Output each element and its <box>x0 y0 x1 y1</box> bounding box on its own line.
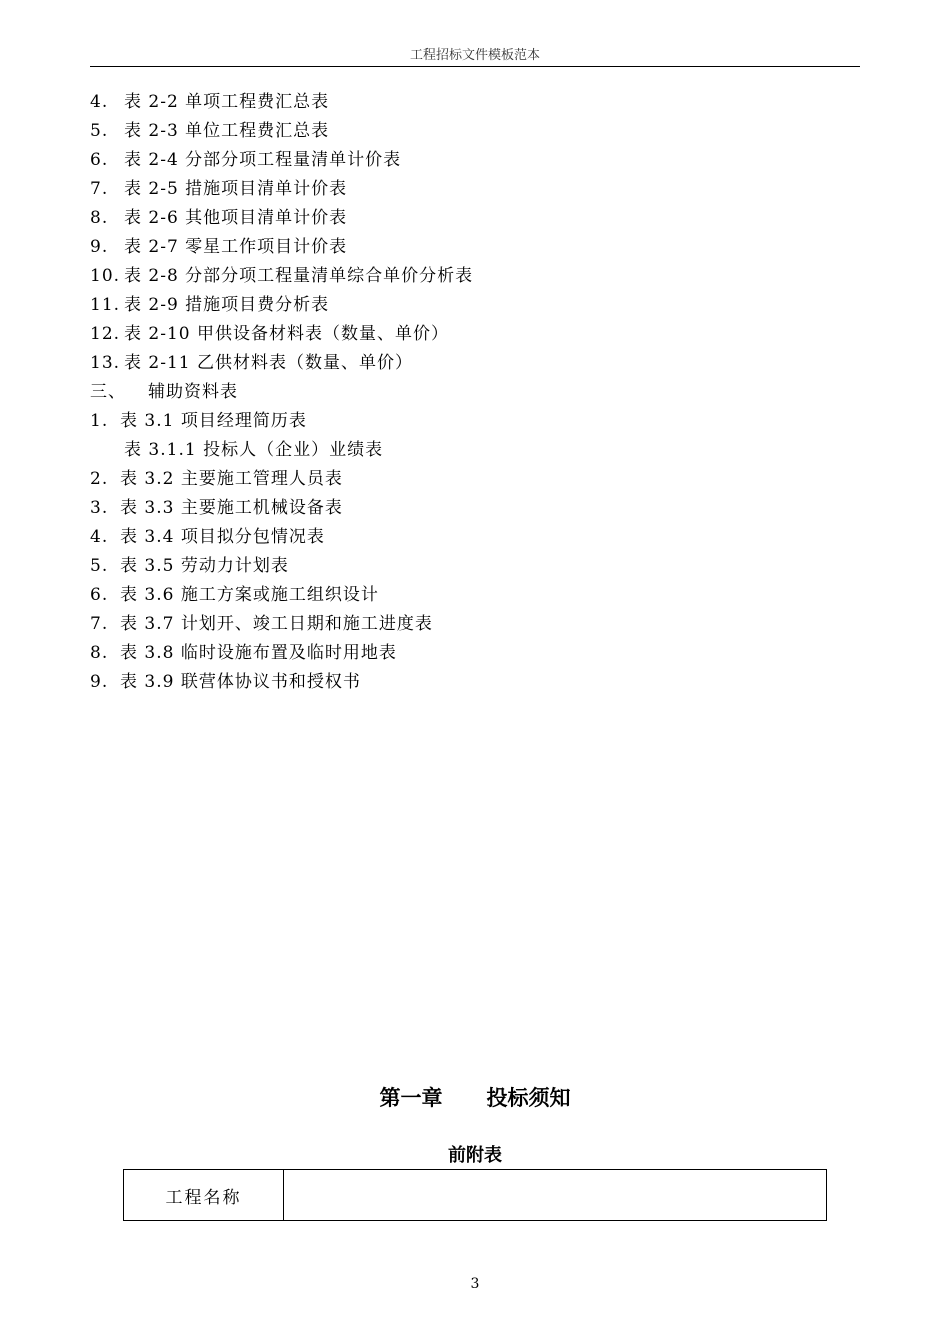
toc-item <box>90 494 810 523</box>
table-cell-label: 工程名称 <box>124 1170 284 1221</box>
toc-item <box>90 233 810 262</box>
table-row <box>124 1170 827 1221</box>
toc-item <box>90 262 810 291</box>
toc-item-number: 13. <box>90 353 121 373</box>
toc-item <box>90 610 810 639</box>
table-cell-value <box>284 1170 827 1221</box>
toc-item-number: 9. <box>90 672 109 692</box>
toc-item <box>90 581 810 610</box>
toc-item-number: 5. <box>90 556 109 576</box>
toc-item <box>90 465 810 494</box>
toc-item <box>90 552 810 581</box>
toc-item-number: 3. <box>90 498 109 518</box>
toc-item <box>90 407 810 436</box>
toc-item-text: 表 2-9 措施项目费分析表 <box>124 295 330 315</box>
toc-item-text: 表 2-6 其他项目清单计价表 <box>124 208 348 228</box>
toc-item <box>90 639 810 668</box>
toc-item-number: 6. <box>90 150 109 170</box>
toc-item <box>90 523 810 552</box>
toc-item-text: 表 2-7 零星工作项目计价表 <box>124 237 348 257</box>
toc-item <box>90 88 810 117</box>
toc-item-text: 表 2-2 单项工程费汇总表 <box>124 92 330 112</box>
toc-item-number: 8. <box>90 208 109 228</box>
toc-item-text: 表 2-11 乙供材料表（数量、单价） <box>124 353 413 373</box>
toc-item-number: 6. <box>90 585 109 605</box>
chapter-title <box>0 1082 950 1112</box>
toc-item-number: 4. <box>90 92 109 112</box>
toc-item <box>90 349 810 378</box>
chapter-name: 投标须知 <box>486 1086 571 1110</box>
toc-item-text: 表 3.6 施工方案或施工组织设计 <box>120 585 379 605</box>
toc-item-number: 4. <box>90 527 109 547</box>
toc-item-number: 9. <box>90 237 109 257</box>
page-number: 3 <box>470 1276 480 1292</box>
toc-item-text: 表 3.3 主要施工机械设备表 <box>120 498 343 518</box>
section-heading <box>90 378 810 407</box>
front-table-title: 前附表 <box>448 1145 502 1166</box>
toc-item <box>90 291 810 320</box>
toc-item <box>90 146 810 175</box>
toc-item-number: 1. <box>90 411 109 431</box>
toc-item-text: 表 2-8 分部分项工程量清单综合单价分析表 <box>124 266 474 286</box>
toc-item-text: 表 2-3 单位工程费汇总表 <box>124 121 330 141</box>
toc-item-text: 表 3.7 计划开、竣工日期和施工进度表 <box>120 614 433 634</box>
toc-item-text: 表 2-5 措施项目清单计价表 <box>124 179 348 199</box>
toc-item-number: 10. <box>90 266 121 286</box>
chapter-number: 第一章 <box>379 1086 443 1110</box>
toc-item-text: 表 3.9 联营体协议书和授权书 <box>120 672 361 692</box>
toc-item-text: 表 2-4 分部分项工程量清单计价表 <box>124 150 402 170</box>
toc-item-text: 表 3.5 劳动力计划表 <box>120 556 289 576</box>
toc-item-text: 表 3.8 临时设施布置及临时用地表 <box>120 643 397 663</box>
toc-item-text: 表 3.1 项目经理简历表 <box>120 411 307 431</box>
toc-item-number: 2. <box>90 469 109 489</box>
toc-item-number: 12. <box>90 324 121 344</box>
toc-item-number: 11. <box>90 295 121 315</box>
toc-item-text: 表 2-10 甲供设备材料表（数量、单价） <box>124 324 449 344</box>
toc-item-text: 表 3.2 主要施工管理人员表 <box>120 469 343 489</box>
front-table <box>123 1169 827 1221</box>
toc-item-number: 7. <box>90 179 109 199</box>
toc-item <box>90 175 810 204</box>
section-number: 三、 <box>90 382 126 402</box>
toc-item <box>90 320 810 349</box>
toc-subitem <box>90 436 810 465</box>
toc-item-text: 表 3.4 项目拟分包情况表 <box>120 527 325 547</box>
toc-item-text: 表 3.1.1 投标人（企业）业绩表 <box>124 440 384 460</box>
toc-item <box>90 668 810 697</box>
section-title: 辅助资料表 <box>148 382 238 402</box>
toc-item-number: 5. <box>90 121 109 141</box>
toc-item-number: 8. <box>90 643 109 663</box>
page-header: 工程招标文件模板范本 <box>90 44 860 67</box>
toc-item-number: 7. <box>90 614 109 634</box>
toc-item <box>90 204 810 233</box>
table-of-contents <box>90 88 810 697</box>
toc-item <box>90 117 810 146</box>
